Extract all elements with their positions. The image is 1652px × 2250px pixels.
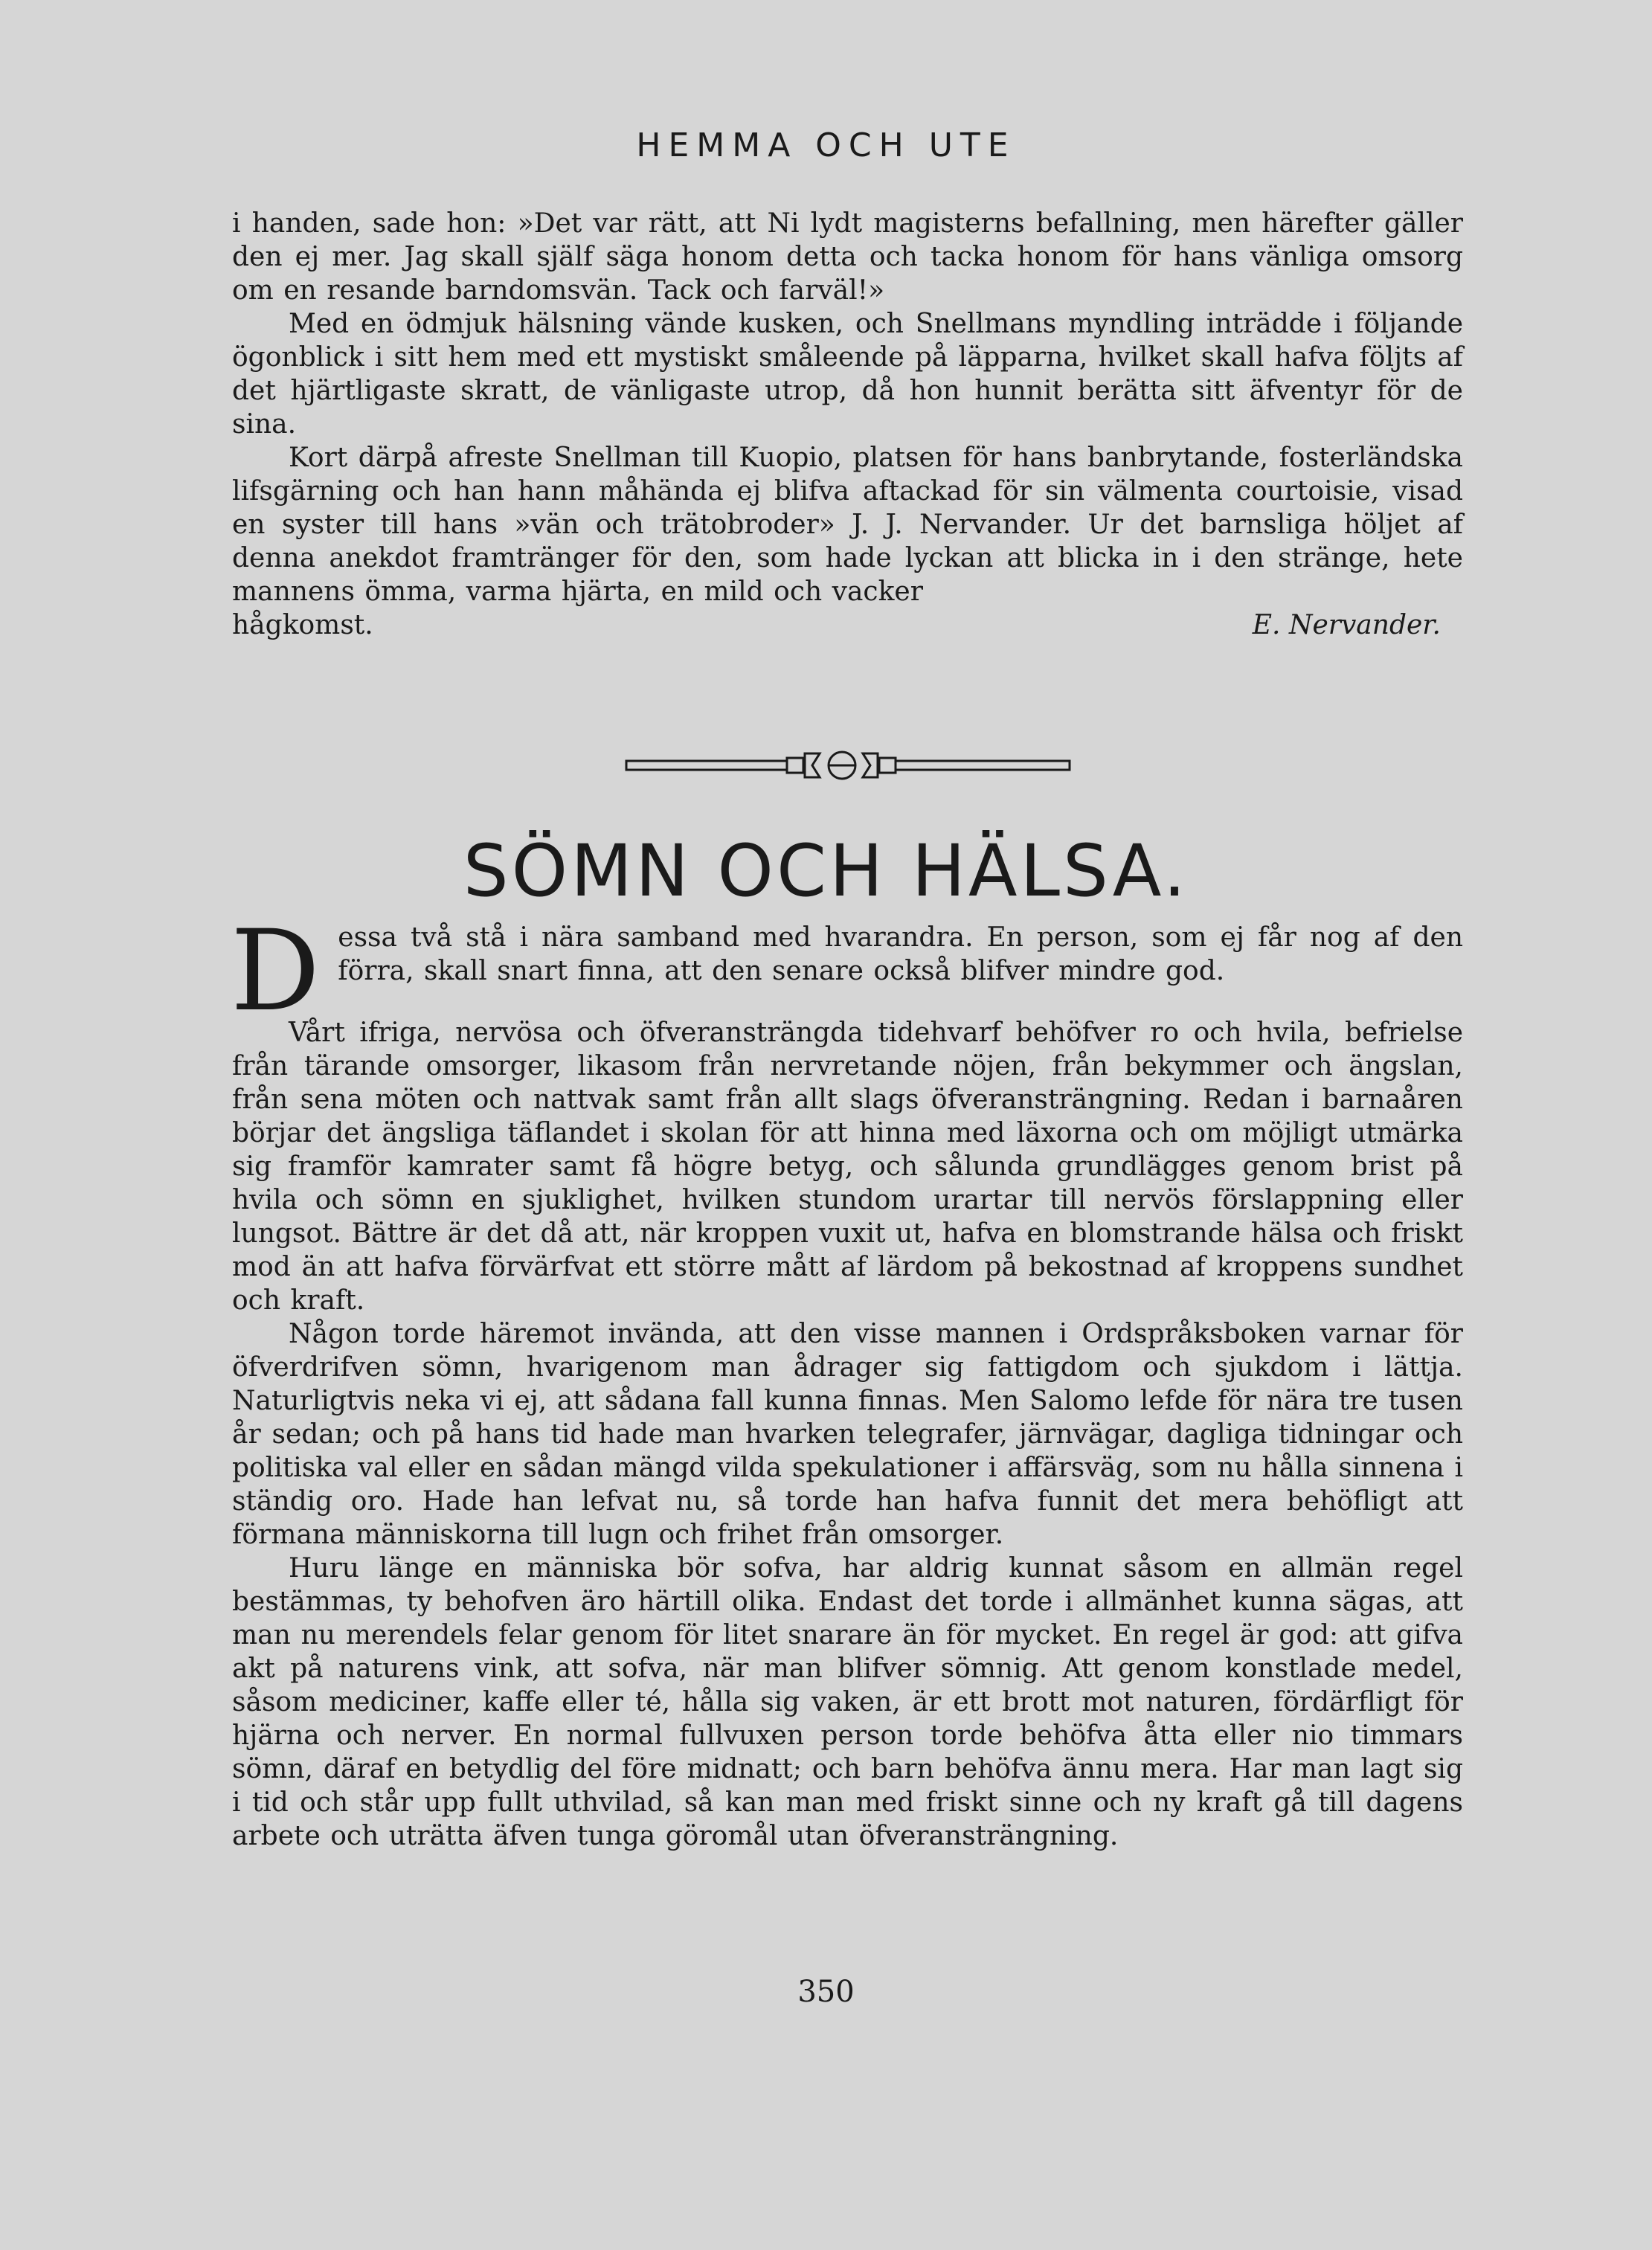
article-body bbox=[231, 907, 1463, 1853]
previous-article-text bbox=[232, 207, 1463, 642]
paragraph: i handen, sade hon: »Det var rätt, att Ni lydt magisterns befallning, men härefter gäller den ej mer. Jag skall själf säga honom detta och tacka honom för hans vänliga omsorg om en resande barndomsvän. Tack och farväl!» bbox=[232, 208, 1463, 306]
paragraph: Med en ödmjuk hälsning vände kusken, och Snellmans myndling inträdde i följande ögonblick i sitt hem med ett mystiskt småleende på läpparna, hvilket skall hafva följts af det hjärtligaste skratt, de vänligaste utrop, då hon hunnit berätta sitt äfventyr för de sina. bbox=[232, 309, 1463, 440]
drop-cap: D bbox=[231, 907, 321, 1036]
lead-paragraph bbox=[231, 907, 1463, 1036]
paragraph: Vårt ifriga, nervösa och öfveransträngda tidehvarf behöfver ro och hvila, befrielse från tärande omsorger, likasom från nervretande nöjen, från bekymmer och ängslan, från sena möten och nattvak samt från allt slags öfveransträngning. Redan i barnaåren börjar det ängsliga täflandet i skolan för att hinna med läxorna och om möjligt utmärka sig framför kamrater samt få högre betyg, och sålunda grundlägges genom brist på hvila och sömn en sjuklighet, hvilken stundom urartar till nervös förslappning eller lungsot. Bättre är det då att, när kroppen vuxit ut, hafva en blomstrande hälsa och friskt mod än att hafva förvärfvat ett större mått af lärdom på bekostnad af kroppens sundhet och kraft. bbox=[232, 1018, 1463, 1316]
ornament-divider-icon bbox=[625, 748, 1071, 783]
author-signature: E. Nervander. bbox=[1252, 610, 1441, 640]
signature-line bbox=[232, 608, 1463, 642]
paragraph: Huru länge en människa bör sofva, har aldrig kunnat såsom en allmän regel bestämmas, ty behofven äro härtill olika. Endast det torde i allmänhet kunna sägas, att man nu merendels felar genom för litet snarare än för mycket. En regel är god: att gifva akt på naturens vink, att sofva, när man blifver sömnig. Att genom konstlade medel, såsom mediciner, kaffe eller té, hålla sig vaken, är ett brott mot naturen, fördärfligt för hjärna och nerver. En normal fullvuxen person torde behöfva åtta eller nio timmars sömn, däraf en betydlig del före midnatt; och barn behöfva ännu mera. Har man lagt sig i tid och står upp fullt uthvilad, så kan man med friskt sinne och ny kraft gå till dagens arbete och uträtta äfven tunga göromål utan öfveransträngning. bbox=[232, 1553, 1463, 1851]
paragraph: Någon torde häremot invända, att den visse mannen i Ordspråksboken varnar för öfverdrifven sömn, hvarigenom man ådrager sig fattigdom och sjukdom i lättja. Naturligtvis neka vi ej, att sådana fall kunna finnas. Men Salomo lefde för nära tre tusen år sedan; och på hans tid hade man hvarken telegrafer, järnvägar, dagliga tidningar och politiska val eller en sådan mängd vilda spekulationer i affärsväg, som nu hålla sinnena i ständig oro. Hade han lefvat nu, så torde han hafva funnit det mera behöfligt att förmana människorna till lugn och frihet från omsorger. bbox=[232, 1319, 1463, 1550]
paragraph: Kort därpå afreste Snellman till Kuopio, platsen för hans banbrytande, fosterländska lifsgärning och han hann måhända ej blifva aftackad för sin välmenta courtoisie, visad en syster till hans »vän och trätobroder» J. J. Nervander. Ur det barnsliga höljet af denna anekdot framtränger för den, som hade lyckan att blicka in i den stränge, hete mannens ömma, varma hjärta, en mild och vacker bbox=[232, 443, 1463, 607]
lead-text: essa två stå i nära samband med hvarandra. En person, som ej får nog af den förra, skall snart finna, att den senare också blifver mindre god. bbox=[338, 922, 1463, 986]
running-head: HEMMA OCH UTE bbox=[636, 126, 1016, 164]
article-title: SÖMN OCH HÄLSA. bbox=[463, 829, 1189, 913]
page-number: 350 bbox=[797, 1975, 855, 2009]
closing-word: hågkomst. bbox=[232, 610, 373, 640]
